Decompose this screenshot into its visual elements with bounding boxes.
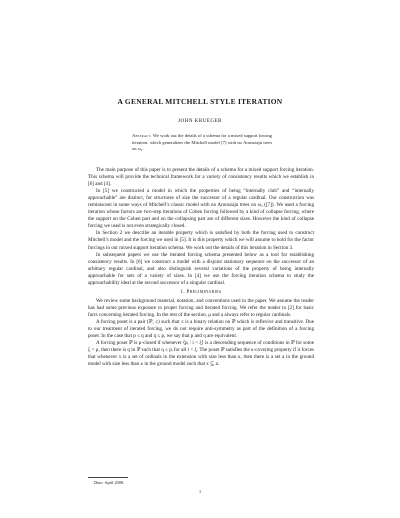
footnote-date-label: Date [94,480,103,485]
abstract-label: Abstract. [132,133,152,138]
section-heading-preliminaries: 1. Preliminaries [180,288,222,295]
intro-paragraph-4: In subsequent papers we use the iterated forcing schema presented below as a tool for establishing consistency results. In [6] we construct a model with a disjoint stationary sequence on the successor of an arbitrary regular cardinal, and also distinguish several variations of the property of being internally approachable for sets of a variety of sizes. In [4] we use the forcing iteration schema to study the approachability ideal at the second successor of a singular cardinal. [88,251,314,286]
footnote-divider [88,477,128,478]
paper-body [88,167,314,368]
prelim-paragraph-2: A forcing poset is a pair (ℙ, ≤) such that ≤ is a binary relation on ℙ which is reflexive and transitive. Due to our treatment of iterated forcing, we do not require anti-symmetry as part of the definition of a forcing poset. In the case that p ≤ q and q ≤ p, we say that p and q are equivalent. [88,318,314,340]
abstract [132,133,272,153]
page-number: 1 [198,489,202,494]
paper-title: A GENERAL MITCHELL STYLE ITERATION [117,97,283,106]
intro-paragraph-3: In Section 2 we describe an iterable property which is satisfied by both the forcing used to construct Mitchell’s model and the forcing we used in [5]. It is this property which we will assume to hold for the factor forcings in our mixed support iteration schema. We work out the details of this iteration in Section 3. [88,230,314,251]
paper-author: JOHN KRUEGER [178,118,222,124]
footnote-date-value: : April 2008. [102,480,125,485]
intro-paragraph-2: In [5] we constructed a model in which the properties of being “internally club” and “internally approachable” are distinct, for structures of size the successor of a regular cardinal. Our construction was reminiscent in some ways of Mitchell’s classic model with no Aronszajn trees on ω₂ ([7]). We used a forcing iteration whose factors are two-step iterations of Cohen forcing followed by a kind of collapse forcing, where the support on the Cohen part and on the collapsing part are of different sizes. However the kind of collapse forcing we used is not even strategically closed. [88,188,314,230]
intro-paragraph-1: The main purpose of this paper is to present the details of a schema for a mixed support forcing iteration. This schema will provide the technical framework for a variety of consistency results which we establish in [6] and [4]. [88,167,314,188]
prelim-paragraph-1: We review some background material, notation, and conventions used in the paper. We assume the reader has had some previous exposure to proper forcing and iterated forcing. We refer the reader to [2] for basic facts concerning iterated forcing. In the rest of the section, μ and a always refer to regular cardinals. [88,297,314,318]
prelim-paragraph-3: A forcing poset ℙ is μ-closed if whenever ⟨pᵢ : i < ξ⟩ is a descending sequence of conditions in ℙ for some ξ < μ, then there is q in ℙ such that q ≤ pᵢ for all i < ξ. The poset ℙ satisfies the κ-covering property if it forces that whenever x is a set of ordinals in the extension with size less than κ, then there is a set a in the ground model with size less than κ in the ground model such that x ⊆ a. [88,340,314,368]
abstract-text: We work out the details of a schema for a mixed support forcing iteration, which generalizes the Mitchell model [7] with no Aronszajn trees on ω₂. [132,133,272,152]
footnote-date [94,480,124,485]
